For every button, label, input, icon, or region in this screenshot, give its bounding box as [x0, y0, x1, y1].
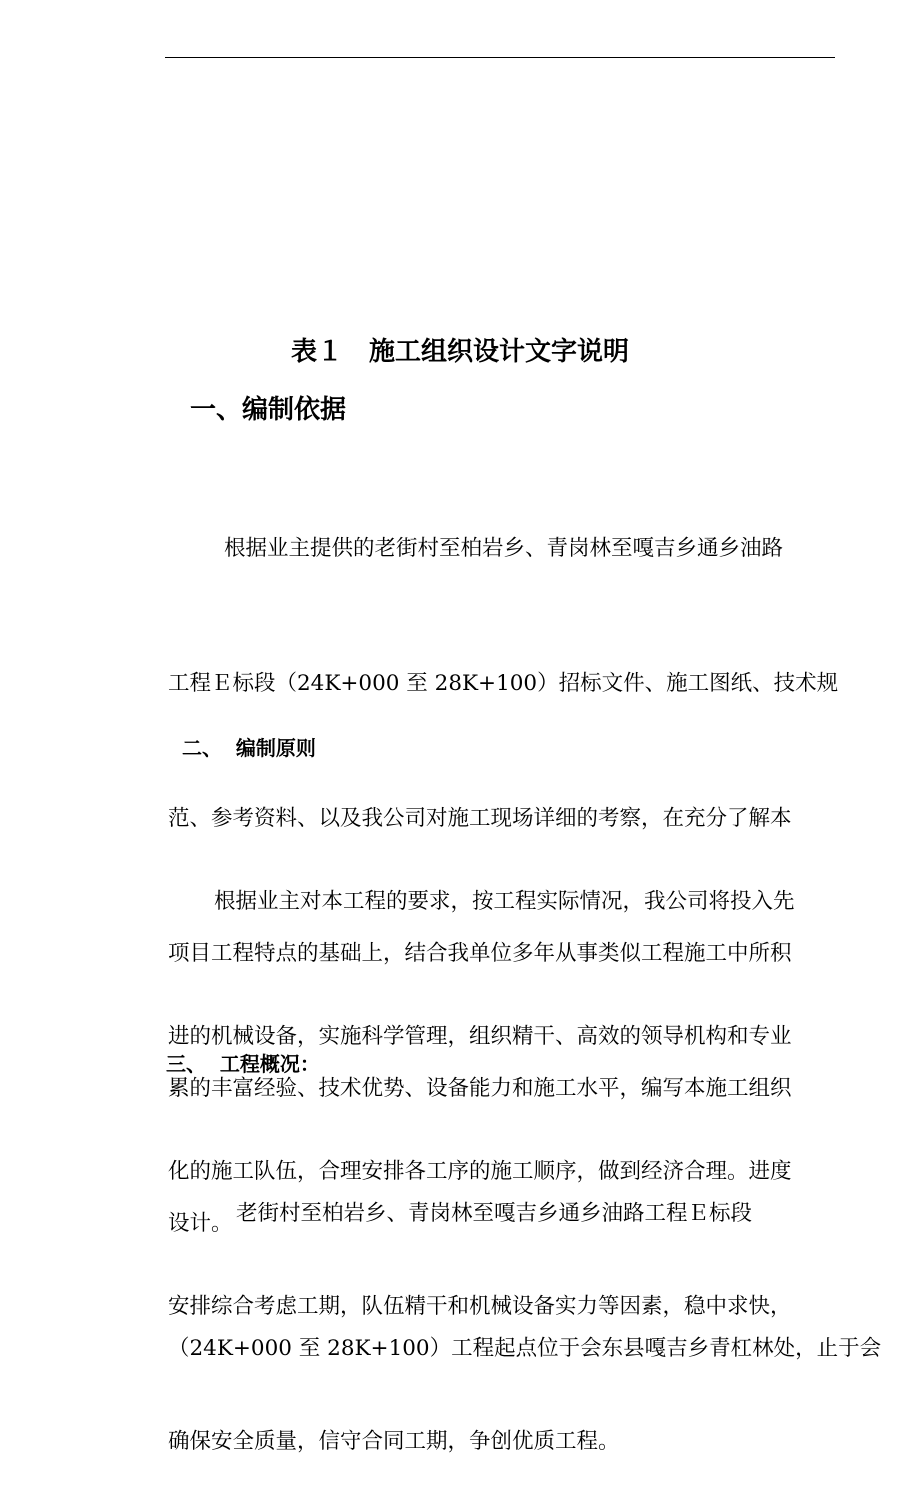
paragraph-line: 累的丰富经验、技术优势、设备能力和施工水平，编写本施工组织	[168, 1076, 792, 1101]
paragraph-overview	[168, 1101, 882, 1416]
paragraph-line: 工程Ｅ标段（24K+000 至 28K+100）招标文件、施工图纸、技术规	[168, 671, 839, 696]
paragraph-line: 化的施工队伍，合理安排各工序的施工顺序，做到经济合理。进度	[168, 1159, 792, 1184]
paragraph-line: 安排综合考虑工期，队伍精干和机械设备实力等因素，稳中求快，	[168, 1294, 792, 1319]
paragraph-line: 根据业主提供的老街村至柏岩乡、青岗林至嘎吉乡通乡油路	[224, 536, 784, 561]
paragraph-line: 设计。	[168, 1211, 233, 1236]
paragraph-line: 范、参考资料、以及我公司对施工现场详细的考察，在充分了解本	[168, 806, 792, 831]
paragraph-line: 老街村至柏岩乡、青岗林至嘎吉乡通乡油路工程Ｅ标段	[236, 1201, 753, 1226]
paragraph-line: 项目工程特点的基础上，结合我单位多年从事类似工程施工中所积	[168, 941, 792, 966]
document-title: 表１ 施工组织设计文字说明	[290, 337, 629, 367]
paragraph-line: 进的机械设备，实施科学管理，组织精干、高效的领导机构和专业	[168, 1024, 792, 1049]
header-rule	[165, 57, 835, 58]
paragraph-line: 根据业主对本工程的要求，按工程实际情况，我公司将投入先	[214, 889, 795, 914]
section-heading-principles: 二、 编制原则	[182, 736, 316, 760]
section-heading-overview: 三、 工程概况：	[166, 1052, 320, 1076]
paragraph-line: 确保安全质量，信守合同工期，争创优质工程。	[168, 1429, 620, 1454]
section-heading-basis: 一、编制依据	[190, 395, 347, 425]
paragraph-line: （24K+000 至 28K+100）工程起点位于会东县嘎吉乡青杠林处，止于会	[168, 1336, 882, 1361]
